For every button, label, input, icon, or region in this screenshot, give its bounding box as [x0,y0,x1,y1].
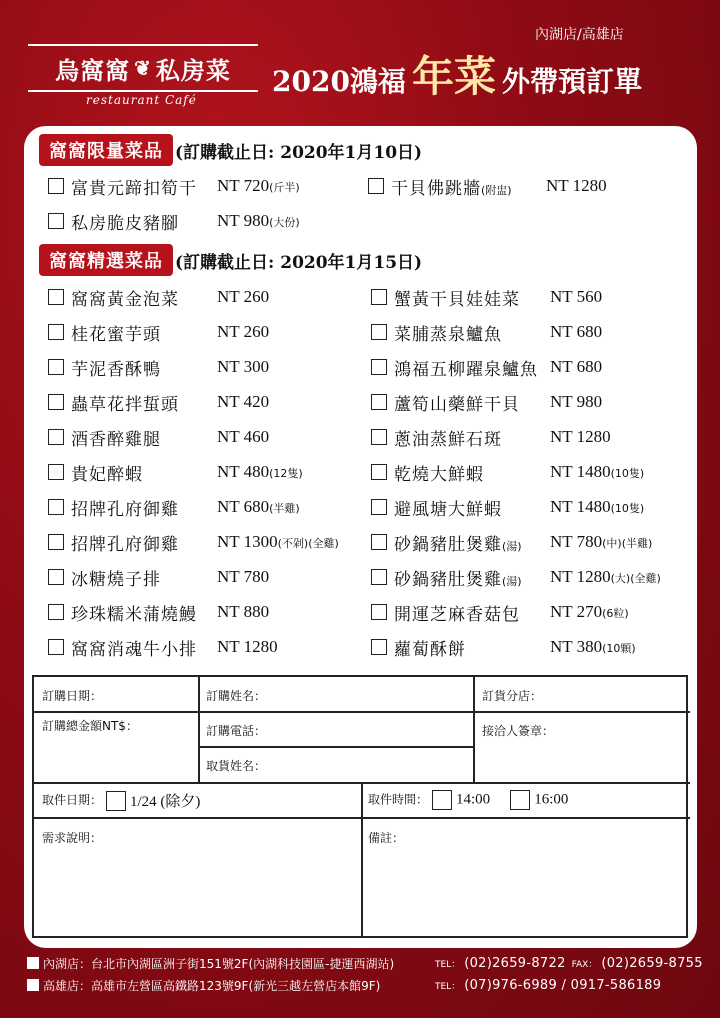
item-name: 乾燒大鮮蝦 [394,464,484,485]
item-price: NT 260 [217,322,270,341]
time-1400-checkbox[interactable] [432,790,452,810]
orderer-name-field[interactable]: 訂購姓名： [206,689,267,703]
item-price: NT 1300(不剁)(全雞) [217,532,339,551]
item-price-note: (不剁)(全雞) [277,537,339,550]
item-price: NT 980(大份) [217,211,300,230]
item-price: NT 260 [217,287,270,306]
item-price: NT 780(中)(半雞) [550,532,653,551]
square-bullet-icon [27,979,39,991]
item-name: 珍珠糯米蒲燒鰻 [71,604,197,625]
logo-subtitle: restaurant Café [86,93,197,107]
kaohsiung-tel-label: TEL： [435,981,461,992]
item-price: NT 720(斤半) [217,176,300,195]
item-checkbox[interactable] [48,324,64,340]
neihu-fax-label: FAX： [571,959,598,970]
square-bullet-icon [27,957,39,969]
restaurant-logo [28,44,258,92]
item-price-note: (斤半) [269,181,300,194]
item-checkbox[interactable] [48,639,64,655]
item-price: NT 1480(10隻) [550,497,645,516]
item-price: NT 480(12隻) [217,462,303,481]
item-checkbox[interactable] [48,213,64,229]
item-name: 蘆筍山藥鮮干貝 [394,394,520,415]
order-form [32,675,688,938]
item-price-note: (10顆) [602,642,636,655]
logo-left-text: 烏窩窩 [55,55,131,85]
item-price-note: (半雞) [269,502,300,515]
menu-item [371,492,645,522]
item-checkbox[interactable] [371,394,387,410]
neihu-fax: (02)2659-8755 [601,955,703,971]
item-price: NT 560 [550,287,603,306]
menu-item [48,317,270,347]
item-checkbox[interactable] [48,429,64,445]
menu-item [368,171,607,201]
item-name: 砂鍋豬肚煲雞(湯) [394,569,522,590]
pickup-date-checkbox[interactable] [106,791,126,811]
item-name: 干貝佛跳牆(附盅) [391,178,512,199]
item-price-note: (10隻) [610,467,645,480]
pickup-date-label: 取件日期： [42,793,103,807]
item-name: 鴻福五柳躍泉鱸魚 [394,359,538,380]
item-price: NT 270(6粒) [550,602,629,621]
time-1600-checkbox[interactable] [510,790,530,810]
item-name: 開運芝麻香菇包 [394,604,520,625]
item-checkbox[interactable] [371,359,387,375]
item-name: 招牌孔府御雞 [71,534,179,555]
branches-label: 內湖店/高雄店 [535,27,624,43]
item-price: NT 680 [550,322,603,341]
item-price: NT 1280 [550,427,611,446]
menu-item [48,492,300,522]
item-name: 蟲草花拌蜇頭 [71,394,179,415]
item-name-note: (湯) [502,539,522,553]
receiver-sign-field[interactable]: 接洽人簽章： [482,724,555,738]
item-checkbox[interactable] [371,569,387,585]
needs-field[interactable]: 需求說明： [42,831,103,845]
item-price-note: (大)(全雞) [610,572,661,585]
pickup-time-row [368,790,568,810]
item-name: 酒香醉雞腿 [71,429,161,450]
remarks-field[interactable]: 備註： [368,831,405,845]
item-price-note: (12隻) [269,467,303,480]
item-checkbox[interactable] [371,499,387,515]
item-price-note: (大份) [269,216,300,229]
item-price: NT 980 [550,392,603,411]
menu-item [371,632,636,662]
footer-neihu [27,952,703,974]
item-checkbox[interactable] [48,289,64,305]
item-checkbox[interactable] [371,639,387,655]
menu-item [48,422,270,452]
item-name: 窩窩黃金泡菜 [71,289,179,310]
item-name: 芋泥香酥鴨 [71,359,161,380]
menu-item [371,597,629,627]
menu-item [371,562,661,592]
item-checkbox[interactable] [371,324,387,340]
menu-item [48,527,339,557]
pickup-branch-field[interactable]: 訂貨分店： [482,689,543,703]
item-name: 貴妃醉蝦 [71,464,143,485]
menu-item [48,562,270,592]
item-name: 菜脯蒸泉鱸魚 [394,324,502,345]
item-checkbox[interactable] [48,604,64,620]
item-checkbox[interactable] [48,534,64,550]
item-checkbox[interactable] [371,429,387,445]
item-price-note: (10隻) [610,502,645,515]
item-checkbox[interactable] [371,289,387,305]
menu-item [371,387,603,417]
order-date-field[interactable]: 訂購日期： [42,689,103,703]
item-price: NT 1480(10隻) [550,462,645,481]
section-limited-header [39,134,422,166]
item-name: 避風塘大鮮蝦 [394,499,502,520]
pickup-date-option: 1/24 (除夕) [130,794,201,810]
item-checkbox[interactable] [48,359,64,375]
item-checkbox[interactable] [48,464,64,480]
item-name: 蔥油蒸鮮石斑 [394,429,502,450]
item-name-note: (附盅) [481,183,512,197]
neihu-address: 內湖店：台北市內湖區洲子街151號2F(內湖科技園區-捷運西湖站) [43,956,395,971]
menu-item [48,352,270,382]
title-big-word: 年菜 [411,52,496,101]
menu-item [48,171,300,201]
section-selected-header [39,244,422,276]
item-price: NT 880 [217,602,270,621]
item-name: 蟹黃干貝娃娃菜 [394,289,520,310]
menu-item [48,632,278,662]
item-checkbox[interactable] [48,569,64,585]
item-checkbox[interactable] [48,178,64,194]
menu-item [48,457,303,487]
item-price: NT 300 [217,357,270,376]
item-checkbox[interactable] [48,394,64,410]
section-selected-label: 窩窩精選菜品 [39,244,173,276]
menu-item [371,352,603,382]
item-price: NT 680 [550,357,603,376]
item-price: NT 460 [217,427,270,446]
item-price: NT 380(10顆) [550,637,636,656]
item-name: 桂花蜜芋頭 [71,324,161,345]
menu-item [371,527,653,557]
footer [27,952,703,996]
orderer-phone-field[interactable]: 訂購電話： [206,724,267,738]
item-name: 窩窩消魂牛小排 [71,639,197,660]
item-price: NT 420 [217,392,270,411]
item-price-note: (中)(半雞) [602,537,653,550]
total-amount-field[interactable]: 訂購總金額NT$： [42,719,138,733]
menu-item [48,282,270,312]
menu-item [371,282,603,312]
item-name: 冰糖燒子排 [71,569,161,590]
item-price: NT 680(半雞) [217,497,300,516]
menu-item [48,206,300,236]
footer-kaohsiung [27,974,703,996]
menu-item [371,457,645,487]
header [0,0,720,128]
time-1600-label: 16:00 [534,791,569,808]
item-name: 招牌孔府御雞 [71,499,179,520]
item-name: 蘿蔔酥餅 [394,639,466,660]
menu-item [48,597,270,627]
item-checkbox[interactable] [368,178,384,194]
bird-icon: ❦ [134,56,152,80]
title-rest: 外帶預訂單 [501,65,642,98]
item-price: NT 1280 [217,637,278,656]
item-checkbox[interactable] [48,499,64,515]
section-limited-label: 窩窩限量菜品 [39,134,173,166]
pickup-time-label: 取件時間： [368,792,429,807]
item-name-note: (湯) [502,574,522,588]
menu-item [371,422,611,452]
menu-item [371,317,603,347]
item-price-note: (6粒) [602,607,629,620]
pickup-name-field[interactable]: 取貨姓名： [206,759,267,773]
item-price: NT 1280 [546,176,607,195]
item-checkbox[interactable] [371,534,387,550]
section-selected-deadline: (訂購截止日: 2020年1月15日) [175,252,423,273]
kaohsiung-tel: (07)976-6989 / 0917-586189 [464,977,662,993]
time-1400-label: 14:00 [456,791,491,808]
item-name: 富貴元蹄扣筍干 [71,178,197,199]
neihu-tel: (02)2659-8722 [464,955,566,971]
menu-item [48,387,270,417]
item-name: 私房脆皮豬腳 [71,213,179,234]
item-checkbox[interactable] [371,464,387,480]
neihu-tel-label: TEL： [435,959,461,970]
item-price: NT 1280(大)(全雞) [550,567,661,586]
item-name: 砂鍋豬肚煲雞(湯) [394,534,522,555]
pickup-date-row [42,790,200,811]
item-price: NT 780 [217,567,270,586]
logo-right-text: 私房菜 [155,55,231,85]
kaohsiung-address: 高雄店：高雄市左營區高鐵路123號9F(新光三越左營店本館9F) [43,978,381,993]
page-title [272,44,642,104]
item-checkbox[interactable] [371,604,387,620]
section-limited-deadline: (訂購截止日: 2020年1月10日) [175,142,423,163]
title-year: 2020鴻福 [272,65,406,98]
